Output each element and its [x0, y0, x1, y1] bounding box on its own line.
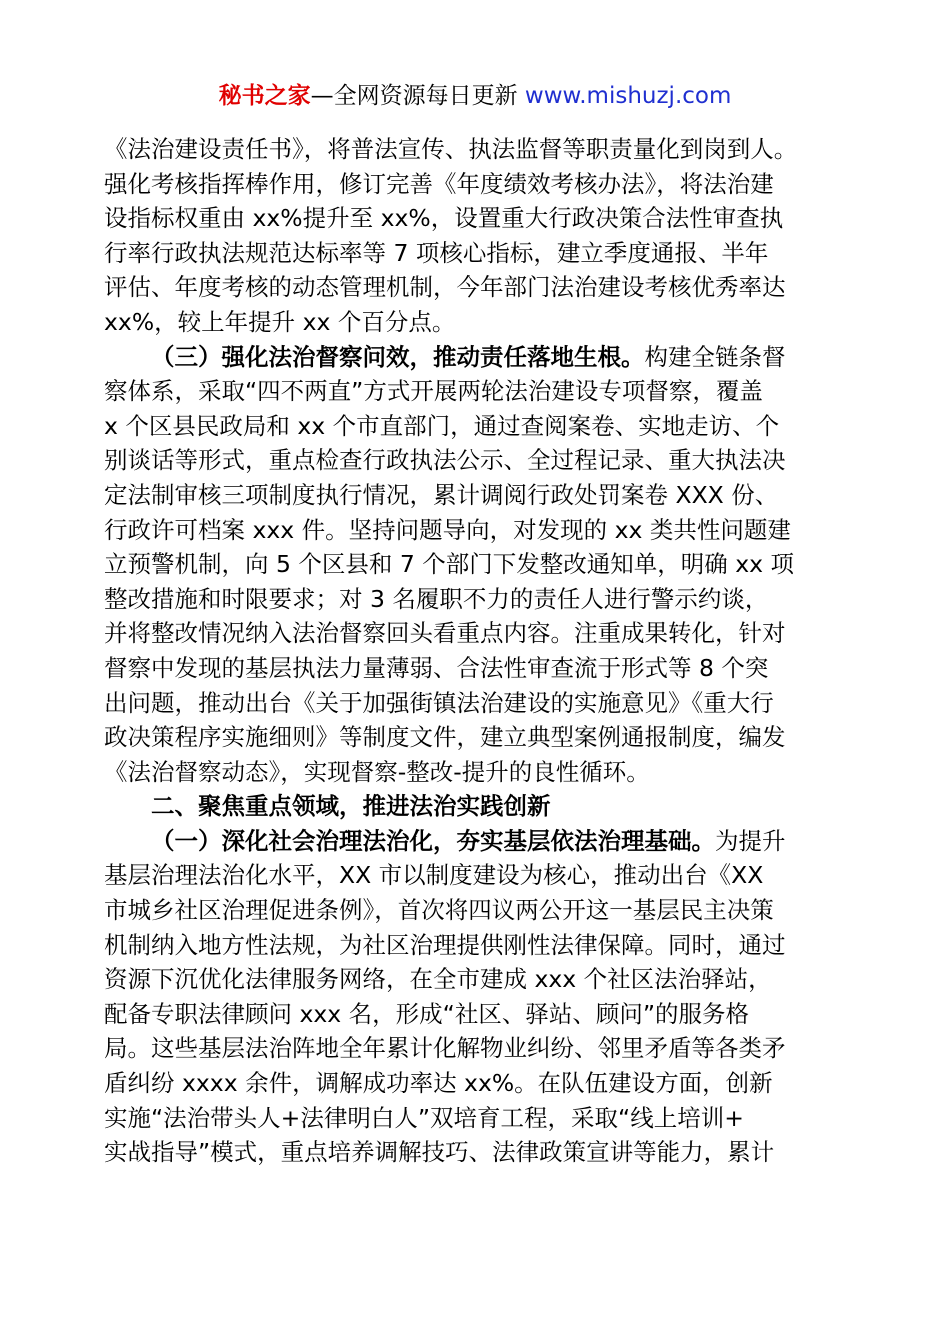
text-line: 整改措施和时限要求；对 3 名履职不力的责任人进行警示约谈，: [104, 584, 769, 613]
text-line: 行率行政执法规范达标率等 7 项核心指标，建立季度通报、半年: [104, 238, 769, 267]
text-line: 《法治建设责任书》，将普法宣传、执法监督等职责量化到岗到人。: [104, 135, 798, 163]
text-line: 别谈话等形式，重点检查行政执法公示、全过程记录、重大执法决: [104, 446, 786, 475]
section-heading: （三）强化法治督察问效，推动责任落地生根。: [151, 342, 645, 371]
text-line: 行政许可档案 xxx 件。坚持问题导向，对发现的 xx 类共性问题建: [104, 515, 791, 544]
text-line: x 个区县民政局和 xx 个市直部门，通过查阅案卷、实地走访、个: [104, 411, 780, 440]
text-line: 实战指导”模式，重点培养调解技巧、法律政策宣讲等能力，累计: [104, 1138, 775, 1167]
site-header: [0, 80, 950, 112]
text-line: 政决策程序实施细则》等制度文件，建立典型案例通报制度，编发: [104, 723, 786, 752]
section-heading: （一）深化社会治理法治化，夯实基层依法治理基础。: [151, 826, 715, 855]
text-line: 并将整改情况纳入法治督察回头看重点内容。注重成果转化，针对: [104, 619, 786, 648]
document-body: [104, 132, 850, 1170]
text-line: 机制纳入地方性法规，为社区治理提供刚性法律保障。同时，通过: [104, 930, 786, 959]
text-line: 强化考核指挥棒作用，修订完善《年度绩效考核办法》，将法治建: [104, 169, 774, 198]
text-line: 定法制审核三项制度执行情况，累计调阅行政处罚案卷 XXX 份、: [104, 480, 779, 509]
text-line: 督察中发现的基层执法力量薄弱、合法性审查流于形式等 8 个突: [104, 653, 769, 682]
text-line: 配备专职法律顾问 xxx 名，形成“社区、驿站、顾问”的服务格: [104, 999, 750, 1028]
text-line: 《法治督察动态》，实现督察-整改-提升的良性循环。: [104, 757, 650, 786]
section-heading-line: （三）强化法治督察问效，推动责任落地生根。构建全链条督: [151, 342, 786, 371]
site-tagline: —全网资源每日更新: [310, 83, 518, 109]
site-url-link[interactable]: www.mishuzj.com: [524, 83, 732, 109]
text-line: 立预警机制，向 5 个区县和 7 个部门下发整改通知单，明确 xx 项: [104, 550, 795, 579]
text-line: 设指标权重由 xx%提升至 xx%，设置重大行政决策合法性审查执: [104, 204, 784, 233]
text-line: 基层治理法治化水平，XX 市以制度建设为核心，推动出台《XX: [104, 861, 764, 890]
text-line: 资源下沉优化法律服务网络，在全市建成 xxx 个社区法治驿站，: [104, 965, 772, 994]
section-heading-line: （一）深化社会治理法治化，夯实基层依法治理基础。为提升: [151, 826, 786, 855]
text-line: 察体系，采取“四不两直”方式开展两轮法治建设专项督察，覆盖: [104, 377, 763, 406]
text-line: xx%，较上年提升 xx 个百分点。: [104, 307, 456, 336]
text-line: 盾纠纷 xxxx 余件，调解成功率达 xx%。在队伍建设方面，创新: [104, 1069, 773, 1098]
text-line: 实施“法治带头人+法律明白人”双培育工程，采取“线上培训+: [104, 1103, 744, 1132]
chapter-heading: 二、聚焦重点领域，推进法治实践创新: [151, 792, 551, 821]
chapter-heading-line: [104, 789, 850, 824]
text-line: 评估、年度考核的动态管理机制，今年部门法治建设考核优秀率达: [104, 273, 786, 302]
text-line: 出问题，推动出台《关于加强街镇法治建设的实施意见》《重大行: [104, 688, 774, 717]
site-brand: 秘书之家: [218, 83, 311, 109]
text-line: 市城乡社区治理促进条例》，首次将四议两公开这一基层民主决策: [104, 896, 774, 925]
text-line: 局。这些基层法治阵地全年累计化解物业纠纷、邻里矛盾等各类矛: [104, 1034, 786, 1063]
